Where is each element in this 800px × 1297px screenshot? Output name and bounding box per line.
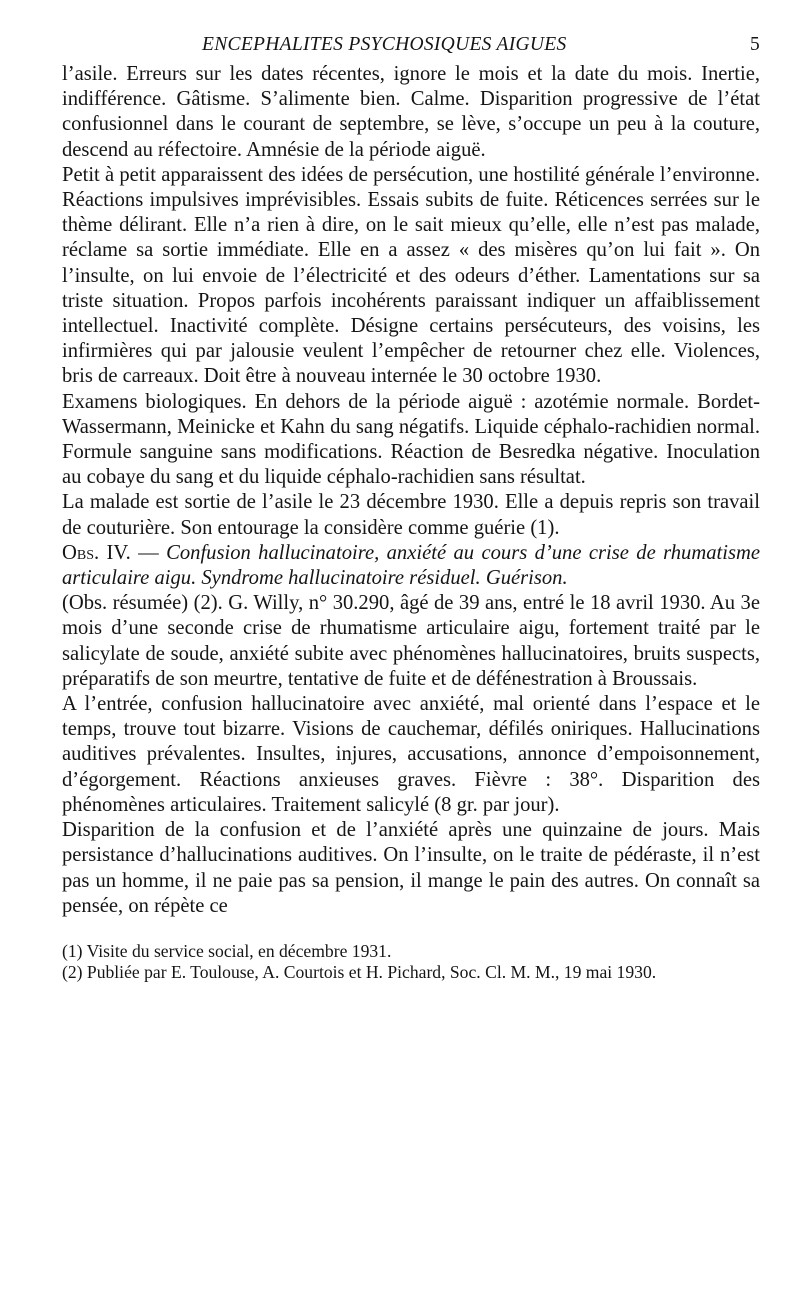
footnotes <box>62 941 758 983</box>
page-header <box>62 28 760 62</box>
paragraph: Petit à petit apparaissent des idées de persécution, une hostilité générale l’environne. Réactions impulsives imprévisibles. Essais subits de fuite. Réticences serrées sur le thème délirant. Elle n’a rien à dire, on le sait mieux qu’elle, elle n’est pas malade, réclame sa sortie immédiate. Elle en a assez « des misères qu’on lui fait ». On l’insulte, on lui envoie de l’électricité et des odeurs d’éther. Lamentations sur sa triste situation. Propos parfois incohérents paraissant indiquer un affaiblissement intellectuel. Inactivité complète. Désigne certains persécuteurs, des voisins, les infirmières qui par jalousie veulent l’empêcher de retourner chez elle. Violences, bris de carreaux. Doit être à nouveau internée le 30 octobre 1930. <box>62 163 760 388</box>
paragraph: Examens biologiques. En dehors de la période aiguë : azotémie normale. Bordet-Wassermann, Meinicke et Kahn du sang négatifs. Liquide céphalo-rachidien normal. Formule sanguine sans modifications. Réaction de Besredka négative. Inoculation au cobaye du sang et du liquide céphalo-rachidien sans résultat. <box>62 390 760 489</box>
observation-title: Confusion hallucinatoire, anxiété au cours d’une crise de rhumatisme articulaire aigu. Syndrome hallucinatoire résiduel. Guérison. <box>62 541 760 590</box>
paragraph: La malade est sortie de l’asile le 23 décembre 1930. Elle a depuis repris son travail de couturière. Son entourage la considère comme guérie (1). <box>62 491 760 539</box>
running-title: ENCEPHALITES PSYCHOSIQUES AIGUES <box>202 34 567 55</box>
paragraph: A l’entrée, confusion hallucinatoire avec anxiété, mal orienté dans l’espace et le temps, trouve tout bizarre. Visions de cauchemar, défilés oniriques. Hallucinations auditives prévalentes. Insultes, injures, accusations, annonce d’empoisonnement, d’égorgement. Réactions anxieuses graves. Fièvre : 38°. Disparition des phénomènes articulaires. Traitement salicylé (8 gr. par jour). <box>62 693 760 816</box>
footnote: (1) Visite du service social, en décembre 1931. <box>62 940 392 961</box>
body-text <box>62 62 760 919</box>
observation-label: Obs. IV. — <box>62 541 159 564</box>
paragraph: l’asile. Erreurs sur les dates récentes, ignore le mois et la date du mois. Inertie, indifférence. Gâtisme. S’alimente bien. Calme. Disparition progressive de l’état confusionnel dans le courant de septembre, se lève, s’occupe un peu à la couture, descend au réfectoire. Amnésie de la période aiguë. <box>62 63 760 161</box>
paragraph: Disparition de la confusion et de l’anxiété après une quinzaine de jours. Mais persistance d’hallucinations auditives. On l’insulte, on le traite de pédéraste, il n’est pas un homme, il ne paie pas sa pension, il mange le pain des autres. On connaît sa pensée, on répète ce <box>62 819 760 917</box>
paragraph: (Obs. résumée) (2). G. Willy, n° 30.290, âgé de 39 ans, entré le 18 avril 1930. Au 3e mois d’une seconde crise de rhumatisme articulaire aigu, fortement traité par le salicylate de soude, anxiété subite avec phénomènes hallucinatoires, bruits suspects, préparatifs de son meurtre, tentative de fuite et de défénestration à Broussais. <box>62 592 760 690</box>
page-number: 5 <box>749 34 760 55</box>
footnote: (2) Publiée par E. Toulouse, A. Courtois et H. Pichard, Soc. Cl. M. M., 19 mai 1930. <box>62 961 657 982</box>
observation-heading <box>62 541 760 591</box>
